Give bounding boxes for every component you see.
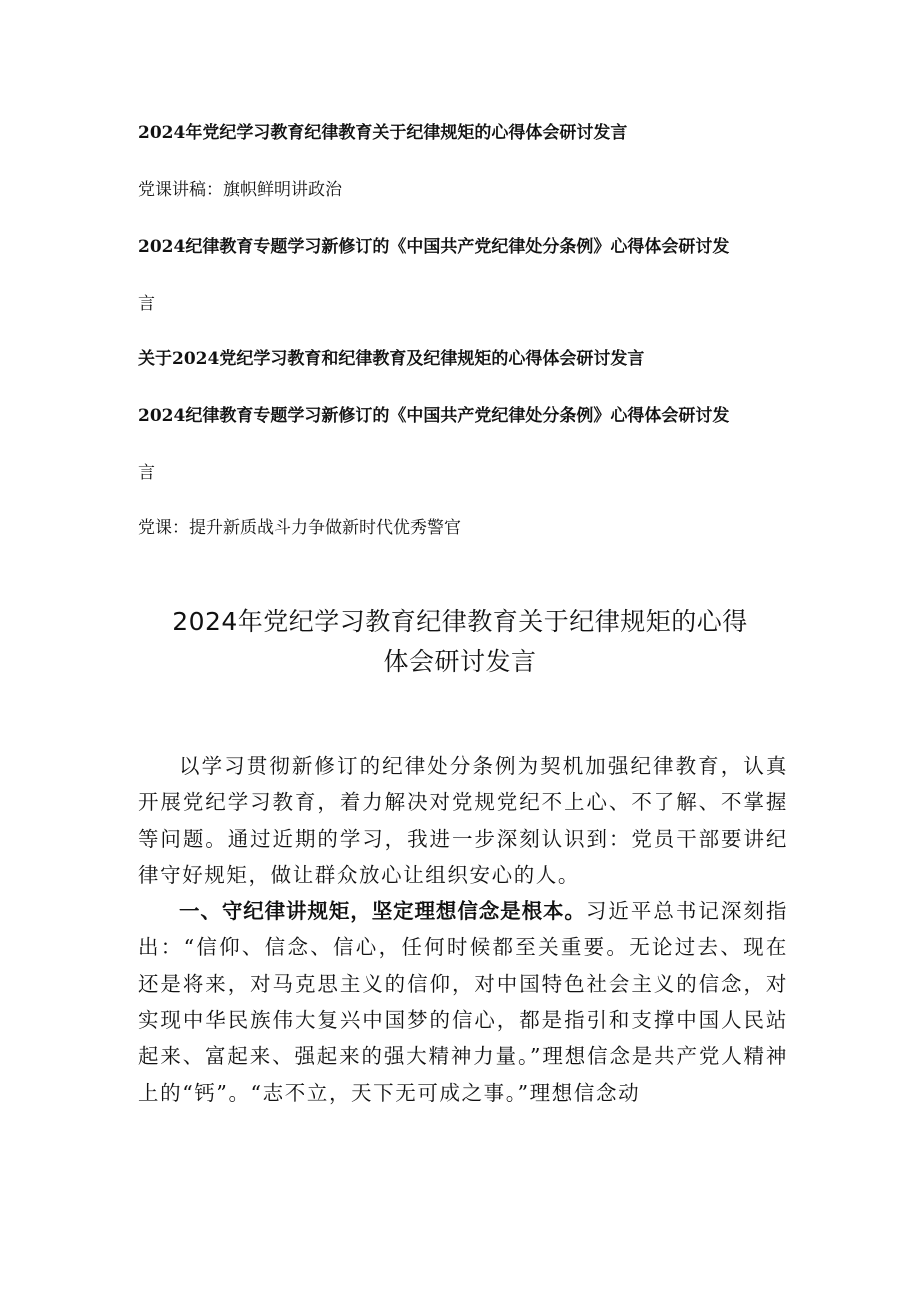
article-title	[80, 602, 840, 682]
article-title-line-2: 体会研讨发言	[383, 647, 537, 676]
toc-item-3-continued: 言	[138, 294, 155, 314]
body-paragraph-2	[138, 893, 788, 1111]
article-title-line-1: 2024年党纪学习教育纪律教育关于纪律规矩的心得	[172, 607, 748, 636]
article-body	[138, 748, 788, 1111]
section-heading-1: 一、守纪律讲规矩，坚定理想信念是根本。	[179, 899, 586, 924]
toc-item-4: 关于2024党纪学习教育和纪律教育及纪律规矩的心得体会研讨发言	[138, 349, 645, 369]
body-paragraph-1: 以学习贯彻新修订的纪律处分条例为契机加强纪律教育，认真开展党纪学习教育，着力解决对党规党纪不上心、不了解、不掌握等问题。通过近期的学习，我进一步深刻认识到：党员干部要讲纪律守好规矩，做让群众放心让组织安心的人。	[138, 754, 788, 887]
toc-item-5-continued: 言	[138, 463, 155, 483]
toc-item-1: 2024年党纪学习教育纪律教育关于纪律规矩的心得体会研讨发言	[138, 123, 628, 143]
toc-item-6: 党课：提升新质战斗力争做新时代优秀警官	[138, 518, 461, 538]
toc-item-5: 2024纪律教育专题学习新修订的《中国共产党纪律处分条例》心得体会研讨发	[138, 406, 730, 426]
toc-item-3: 2024纪律教育专题学习新修订的《中国共产党纪律处分条例》心得体会研讨发	[138, 237, 730, 257]
section-text-1: 习近平总书记深刻指出：“信仰、信念、信心，任何时候都至关重要。无论过去、现在还是将来，对马克思主义的信仰，对中国特色社会主义的信念，对实现中华民族伟大复兴中国梦的信心，都是指引和支撑中国人民站起来、富起来、强起来的强大精神力量。”理想信念是共产党人精神上的“钙”。“志不立，天下无可成之事。”理想信念动	[138, 899, 788, 1105]
toc-item-2: 党课讲稿：旗帜鲜明讲政治	[138, 180, 342, 200]
